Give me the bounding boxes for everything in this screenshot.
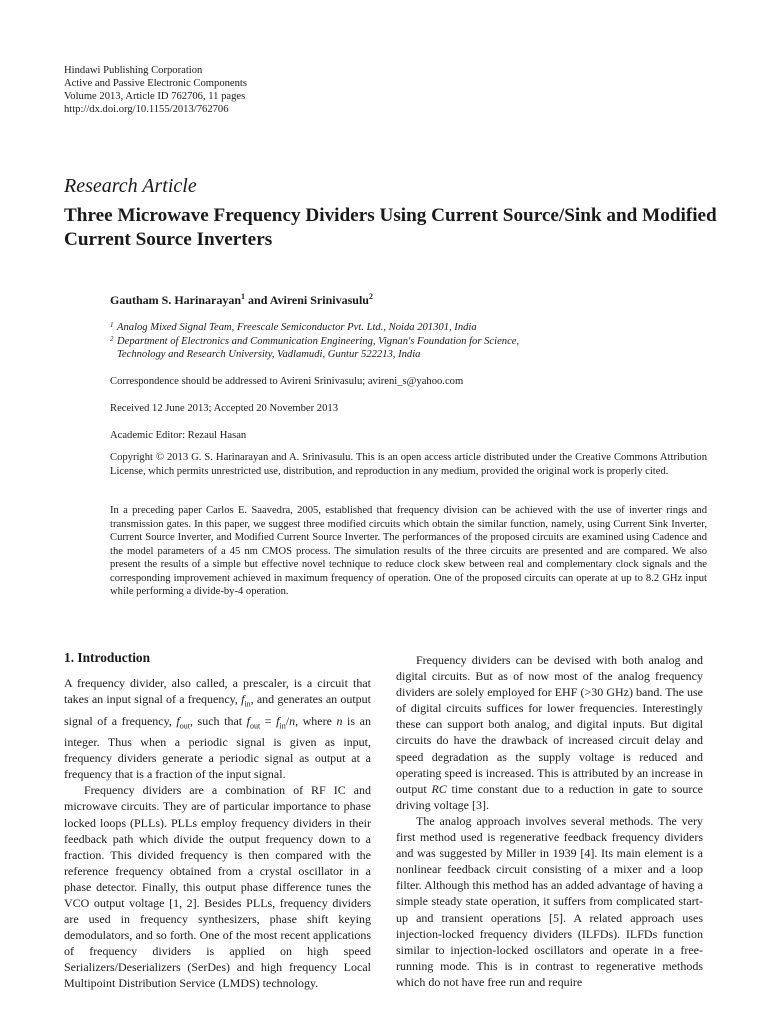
affiliation: 1 Analog Mixed Signal Team, Freescale Semiconductor Pvt. Ltd., Noida 201301, India <box>110 321 477 333</box>
volume-info: Volume 2013, Article ID 762706, 11 pages <box>64 91 246 102</box>
author-joiner: and <box>245 293 270 307</box>
left-column <box>64 650 371 992</box>
author-affil-mark: 1 <box>241 292 246 301</box>
abstract: In a preceding paper Carlos E. Saavedra, 2005, established that frequency division can be achieved with the use of inverter rings and transmission gates. In this paper, we suggest three modified circuits which obtain the similar function, namely, using Current Sink Inverter, Current Source Inverter, and Modified Current Source Inverter. The performances of the proposed circuits are examined using Cadence and the model parameters of a 45 nm CMOS process. The simulation results of the three circuits are presented and are compared. We also present the results of a simple but effective novel technique to reduce clock skew between real and complementary clock signals and the corresponding improvement achieved in maximum frequency of operation. One of the proposed circuits can operate at up to 8.2 GHz input while performing a divide-by-4 operation. <box>110 505 707 597</box>
paragraph: Frequency dividers are a combination of RF IC and microwave circuits. They are of particular importance to phase locked loops (PLLs). PLLs employ frequency dividers in their feedback path which divide the output frequency down to a fraction. This divided frequency is then compared with the reference frequency obtained from a crystal oscillator in a phase detector. Finally, this output phase difference tunes the VCO output voltage [1, 2]. Besides PLLs, frequency dividers are used in frequency synthesizers, phase shift keying demodulators, and so forth. One of the most recent applications of frequency dividers is applied on high speed Serializers/Deserializers (SerDes) and high frequency Local Multipoint Distribution Service (LMDS) technology. <box>64 783 371 991</box>
paragraph: Frequency dividers can be devised with both analog and digital circuits. But as of now most of the analog frequency dividers are solely employed for EHF (>30 GHz) band. The use of digital circuits suffices for lower frequencies. Interestingly these can support both analog, and digital inputs. But digital circuits do have the drawback of increased circuit delay and speed degradation as the supply voltage is reduced and operating speed is increased. This is attributed by an increase in output RC time constant due to a reduction in gate to source driving voltage [3]. <box>396 653 704 812</box>
author-name: Avireni Srinivasulu <box>269 293 369 307</box>
affiliation-mark: 1 <box>110 321 114 329</box>
affiliation: 2 Department of Electronics and Communication Engineering, Vignan's Foundation for Science, <box>110 334 520 347</box>
article-type: Research Article <box>64 175 197 197</box>
section-heading: 1. Introduction <box>64 650 151 665</box>
copyright-notice: Copyright © 2013 G. S. Harinarayan and A. Srinivasulu. This is an open access article distributed under the Creative Commons Attribution License, which permits unrestricted use, distribution, and reproduction in any medium, provided the original work is properly cited. <box>110 452 707 477</box>
doi-link[interactable]: http://dx.doi.org/10.1155/2013/762706 <box>64 104 229 115</box>
received-dates: Received 12 June 2013; Accepted 20 November 2013 <box>110 403 338 414</box>
author-affil-mark: 2 <box>368 292 373 301</box>
publisher: Hindawi Publishing Corporation <box>64 65 203 76</box>
correspondence: Correspondence should be addressed to Avireni Srinivasulu; avireni_s@yahoo.com <box>110 376 464 387</box>
affiliation-continued: Technology and Research University, Vadlamudi, Guntur 522213, India <box>117 349 421 360</box>
academic-editor: Academic Editor: Rezaul Hasan <box>110 430 247 441</box>
author-name: Gautham S. Harinarayan <box>110 293 242 307</box>
paragraph: A frequency divider, also called, a prescaler, is a circuit that takes an input signal of a frequency, $f_{in}$, and generates an output signal of a frequency, $f_{out}$, such that $f_{out} = f_{in}/n$, where n is an integer. Thus when a periodic signal is given as input, frequency dividers generate a periodic signal as output at a frequency that is a fraction of the input signal. <box>64 676 372 782</box>
journal-name: Active and Passive Electronic Components <box>64 78 247 89</box>
right-column <box>396 652 703 990</box>
affiliations <box>110 321 710 362</box>
journal-header <box>64 64 247 116</box>
affiliation-mark: 2 <box>110 334 114 343</box>
paragraph: The analog approach involves several methods. The very first method used is regenerative feedback frequency dividers and was suggested by Miller in 1939 [4]. Its main element is a nonlinear feedback circuit consisting of a mixer and a loop filter. Although this method has an added advantage of having a simple steady state operation, it suffers from complicated start-up and transient operations [5]. A related approach uses injection-locked frequency dividers (ILFDs). ILFDs function similar to injection-locked oscillators and operate in a free-running mode. This is in contrast to regenerative methods which do not have free run and require <box>396 813 703 989</box>
paper-title: Three Microwave Frequency Dividers Using Current Source/Sink and Modified Current Source Inverters <box>64 205 717 250</box>
author-list <box>110 292 373 308</box>
